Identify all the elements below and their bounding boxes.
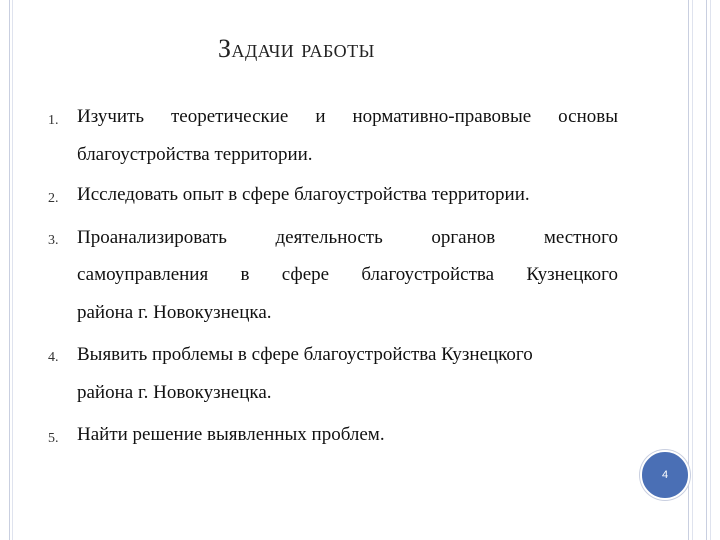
- word: Проанализировать: [77, 227, 227, 248]
- list-item-line: [77, 226, 618, 250]
- word: сфере: [281, 264, 330, 285]
- list-item-number: 3.: [48, 233, 59, 248]
- list-item-number: 1.: [48, 113, 59, 128]
- list-item-line: района г. Новокузнецка.: [77, 382, 272, 403]
- list-item-number: 4.: [48, 350, 59, 365]
- list-item-line: района г. Новокузнецка.: [77, 302, 272, 323]
- word: органов: [431, 227, 496, 248]
- word: местного: [543, 227, 618, 248]
- list-item-line: Выявить проблемы в сфере благоустройства Кузнецкого: [77, 344, 533, 365]
- word: в: [240, 264, 250, 285]
- word: нормативно-правовые: [352, 106, 532, 127]
- list-item-number: 5.: [48, 431, 59, 446]
- list-item-number: 2.: [48, 191, 59, 206]
- word: основы: [558, 106, 618, 127]
- list-item-line: [77, 263, 618, 287]
- page-number-badge: [640, 450, 690, 500]
- list-item-line: [77, 105, 618, 129]
- list-item-line: Найти решение выявленных проблем.: [77, 424, 385, 445]
- page-number: 4: [661, 469, 669, 481]
- word: деятельность: [275, 227, 383, 248]
- word: и: [315, 106, 326, 127]
- slide-title: Задачи работы: [218, 34, 375, 63]
- word: теоретические: [170, 106, 289, 127]
- list-item-line: благоустройства территории.: [77, 144, 313, 165]
- word: благоустройства: [361, 264, 495, 285]
- word: самоуправления: [77, 264, 209, 285]
- list-item-line: Исследовать опыт в сфере благоустройства территории.: [77, 184, 530, 205]
- word: Кузнецкого: [526, 264, 618, 285]
- word: Изучить: [77, 106, 145, 127]
